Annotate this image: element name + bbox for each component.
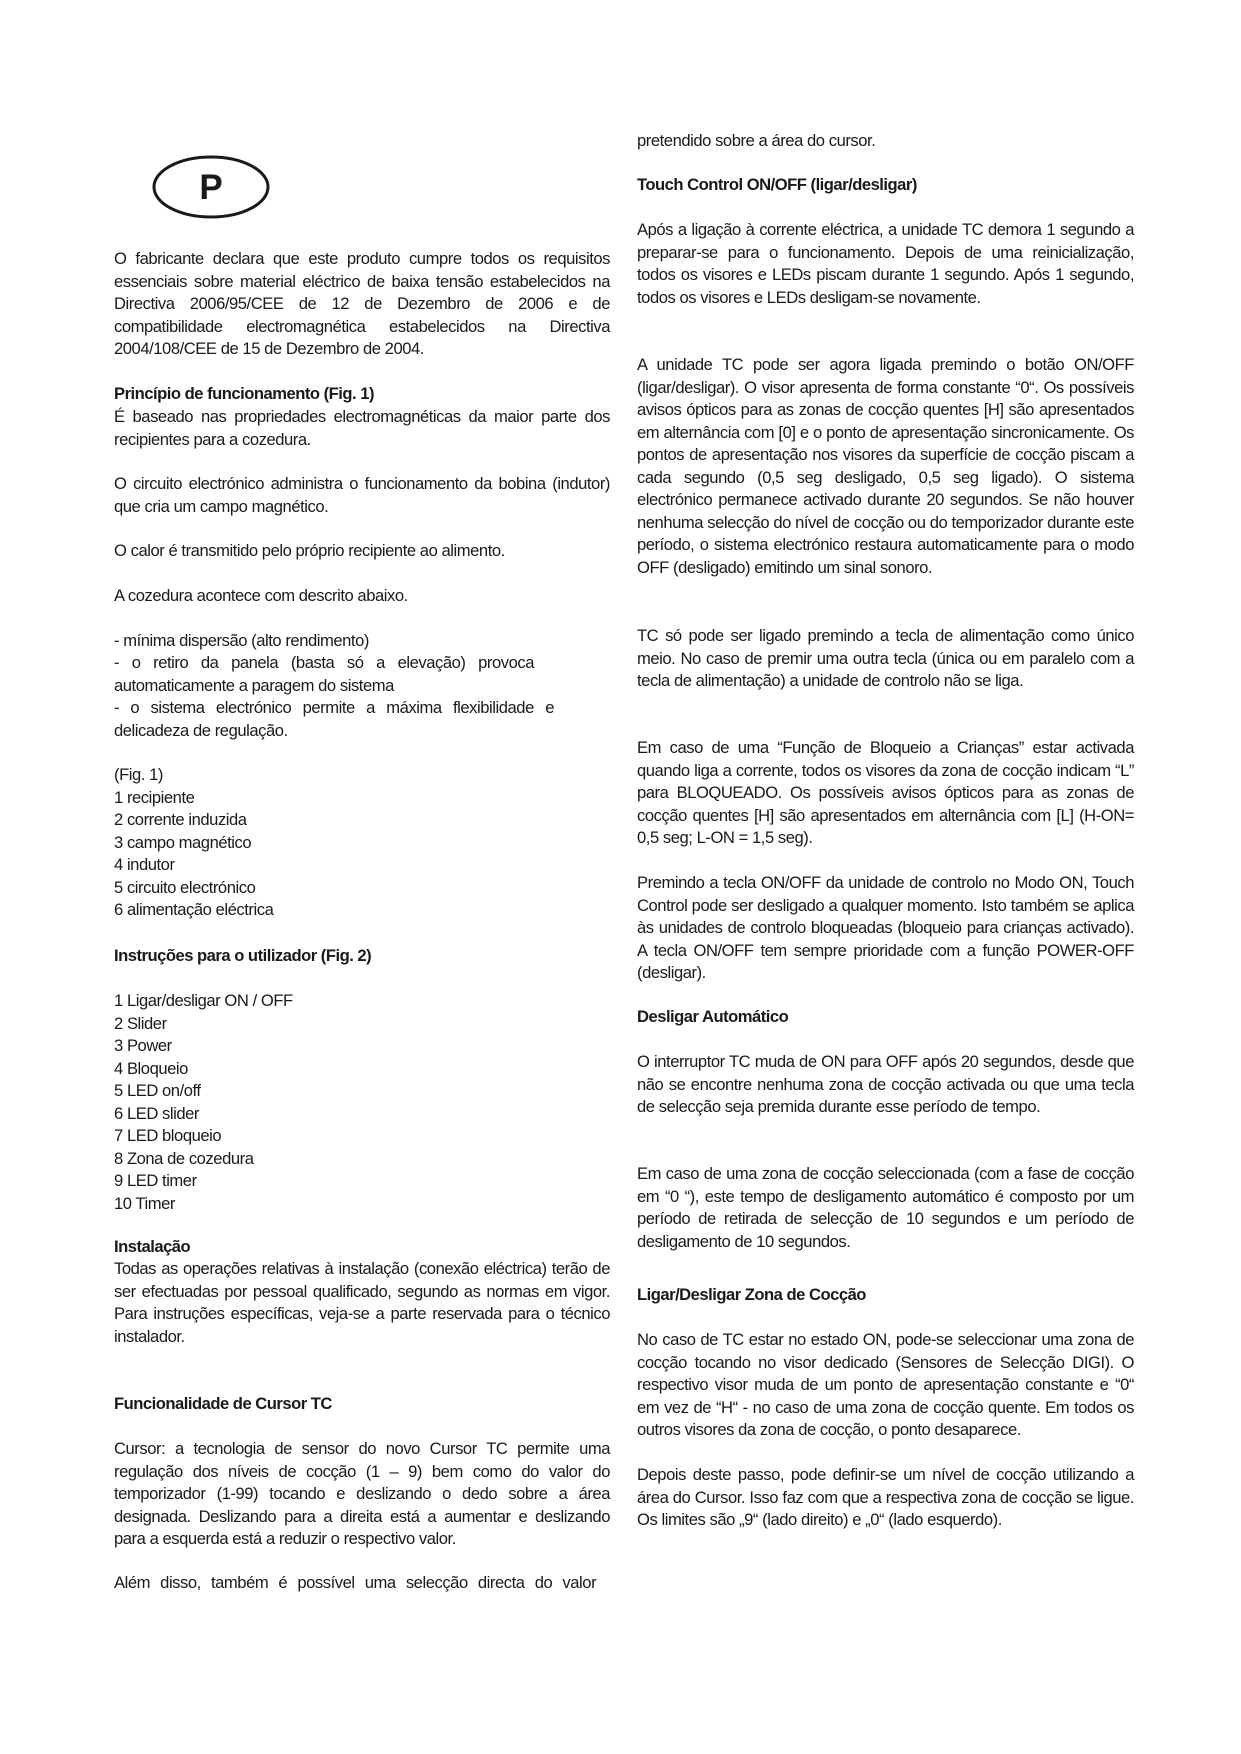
principle-heading: Princípio de funcionamento (Fig. 1)	[114, 384, 374, 403]
list-item: 5 circuito electrónico	[114, 877, 256, 897]
list-item: 1 Ligar/desligar ON / OFF	[114, 991, 293, 1010]
bullet-item: - o sistema electrónico permite a máxima flexibilidade e delicadeza de regulação.	[114, 698, 554, 740]
list-item: 6 alimentação eléctrica	[114, 900, 274, 919]
heat-paragraph: O calor é transmitido pelo próprio recipiente ao alimento.	[114, 541, 505, 560]
list-item: 6 LED slider	[114, 1103, 199, 1123]
auto-off-paragraph-1: O interruptor TC muda de ON para OFF após 20 segundos, desde que não se encontre nenhuma zona de cocção activada ou que uma tecla de selecção seja premida durante esse período de tempo.	[637, 1052, 1134, 1116]
instructions-heading: Instruções para o utilizador (Fig. 2)	[114, 946, 372, 965]
touch-paragraph-2: A unidade TC pode ser agora ligada premindo o botão ON/OFF (ligar/desligar). O visor apresenta de forma constante “0“. Os possíveis avisos ópticos para as zonas de cocção quentes [H] são apresentados em alternância com [0] e o ponto de apresentação sincronicamente. Os pontos de apresentação nos visores da superfície de cocção piscam a cada segundo (0,5 seg desligado, 0,5 seg ligado). O sistema electrónico permanece activado durante 20 segundos. Se não houver nenhuma selecção do nível de cocção ou do temporizador durante este período, o sistema electrónico restaura automaticamente para o modo OFF (desligado) emitindo um sinal sonoro.	[637, 355, 1134, 577]
touch-paragraph-5: Premindo a tecla ON/OFF da unidade de controlo no Modo ON, Touch Control pode ser desligado a qualquer momento. Isto também se aplica às unidades de controlo bloqueadas (bloqueio para crianças activado). A tecla ON/OFF tem sempre prioridade com a função POWER-OFF (desligar).	[637, 873, 1134, 982]
continued-paragraph: pretendido sobre a área do cursor.	[637, 131, 876, 150]
auto-off-paragraph-2: Em caso de uma zona de cocção seleccionada (com a fase de cocção em “0 “), este tempo de desligamento automático é composto por um período de retirada de selecção de 10 segundos e um período de desligamento de 10 segundos.	[637, 1164, 1134, 1251]
auto-off-heading: Desligar Automático	[637, 1007, 789, 1026]
zone-paragraph-2: Depois deste passo, pode definir-se um nível de cocção utilizando a área do Cursor. Isso faz com que a respectiva zona de cocção se ligue. Os limites são „9“ (lado direito) e „0“ (lado esquerdo).	[637, 1465, 1134, 1529]
zone-heading: Ligar/Desligar Zona de Cocção	[637, 1285, 866, 1304]
fig1-label: (Fig. 1)	[114, 765, 163, 784]
intro-paragraph: O fabricante declara que este produto cumpre todos os requisitos essenciais sobre material eléctrico de baixa tensão estabelecidos na Directiva 2006/95/CEE de 12 de Dezembro de 2006 e de compatibilidade electromagnética estabelecidos na Directiva 2004/108/CEE de 15 de Dezembro de 2004.	[114, 249, 610, 358]
fig1-legend	[114, 764, 610, 922]
cooking-paragraph: A cozedura acontece com descrito abaixo.	[114, 586, 408, 605]
list-item: 4 Bloqueio	[114, 1058, 188, 1078]
list-item: 4 indutor	[114, 855, 175, 874]
list-item: 1 recipiente	[114, 787, 195, 807]
list-item: 9 LED timer	[114, 1171, 197, 1190]
principle-paragraph: É baseado nas propriedades electromagnéticas da maior parte dos recipientes para a cozedura.	[114, 407, 610, 449]
touch-control-heading: Touch Control ON/OFF (ligar/desligar)	[637, 175, 917, 194]
list-item: 8 Zona de cozedura	[114, 1148, 254, 1168]
touch-paragraph-4: Em caso de uma “Função de Bloqueio a Crianças” estar activada quando liga a corrente, todos os visores da zona de cocção indicam “L” para BLOQUEADO. Os possíveis avisos ópticos para as zonas de cocção quentes [H] são apresentados em alternância com [L] (H-ON= 0,5 seg; L-ON = 1,5 seg).	[637, 738, 1134, 847]
touch-paragraph-3: TC só pode ser ligado premindo a tecla de alimentação como único meio. No caso de premir uma outra tecla (única ou em paralelo com a tecla de alimentação) a unidade de controlo não se liga.	[637, 626, 1134, 690]
list-item: 10 Timer	[114, 1193, 175, 1213]
cursor-heading: Funcionalidade de Cursor TC	[114, 1394, 332, 1413]
install-heading: Instalação	[114, 1237, 191, 1256]
bullet-item: - o retiro da panela (basta só a elevação) provoca automaticamente a paragem do sistema	[114, 653, 534, 695]
zone-paragraph-1: No caso de TC estar no estado ON, pode-se seleccionar uma zona de cocção tocando no visor dedicado (Sensores de Selecção DIGI). O respectivo visor muda de um ponto de apresentação constante e “0“ em vez de “H“ - no caso de uma zona de cocção quente. Em todos os outros visores da zona de cocção, o ponto desaparece.	[637, 1330, 1134, 1439]
country-badge	[151, 154, 271, 220]
cursor-paragraph: Cursor: a tecnologia de sensor do novo Cursor TC permite uma regulação dos níveis de cocção (1 – 9) bem como do valor do temporizador (1-99) tocando e deslizando o dedo sobre a área designada. Deslizando para a direita está a aumentar e deslizando para a esquerda está a reduzir o respectivo valor.	[114, 1439, 610, 1548]
list-item: 2 Slider	[114, 1013, 167, 1033]
list-item: 3 Power	[114, 1036, 172, 1055]
badge-letter: P	[199, 168, 223, 207]
fig2-legend	[114, 990, 610, 1215]
list-item: 7 LED bloqueio	[114, 1126, 222, 1145]
install-paragraph: Todas as operações relativas à instalação (conexão eléctrica) terão de ser efectuadas por pessoal qualificado, segundo as normas em vigor. Para instruções específicas, veja-se a parte reservada para o técnico instalador.	[114, 1259, 610, 1346]
also-paragraph: Além disso, também é possível uma selecção directa do valor	[114, 1573, 597, 1592]
list-item: 5 LED on/off	[114, 1081, 201, 1100]
circuit-paragraph: O circuito electrónico administra o funcionamento da bobina (indutor) que cria um campo magnético.	[114, 474, 610, 516]
touch-paragraph-1: Após a ligação à corrente eléctrica, a unidade TC demora 1 segundo a preparar-se para o funcionamento. Depois de uma reinicialização, todos os visores e LEDs piscam durante 1 segundo. Após 1 segundo, todos os visores e LEDs desligam-se novamente.	[637, 220, 1134, 307]
list-item: 2 corrente induzida	[114, 810, 247, 829]
bullet-item: - mínima dispersão (alto rendimento)	[114, 631, 369, 650]
list-item: 3 campo magnético	[114, 832, 252, 852]
